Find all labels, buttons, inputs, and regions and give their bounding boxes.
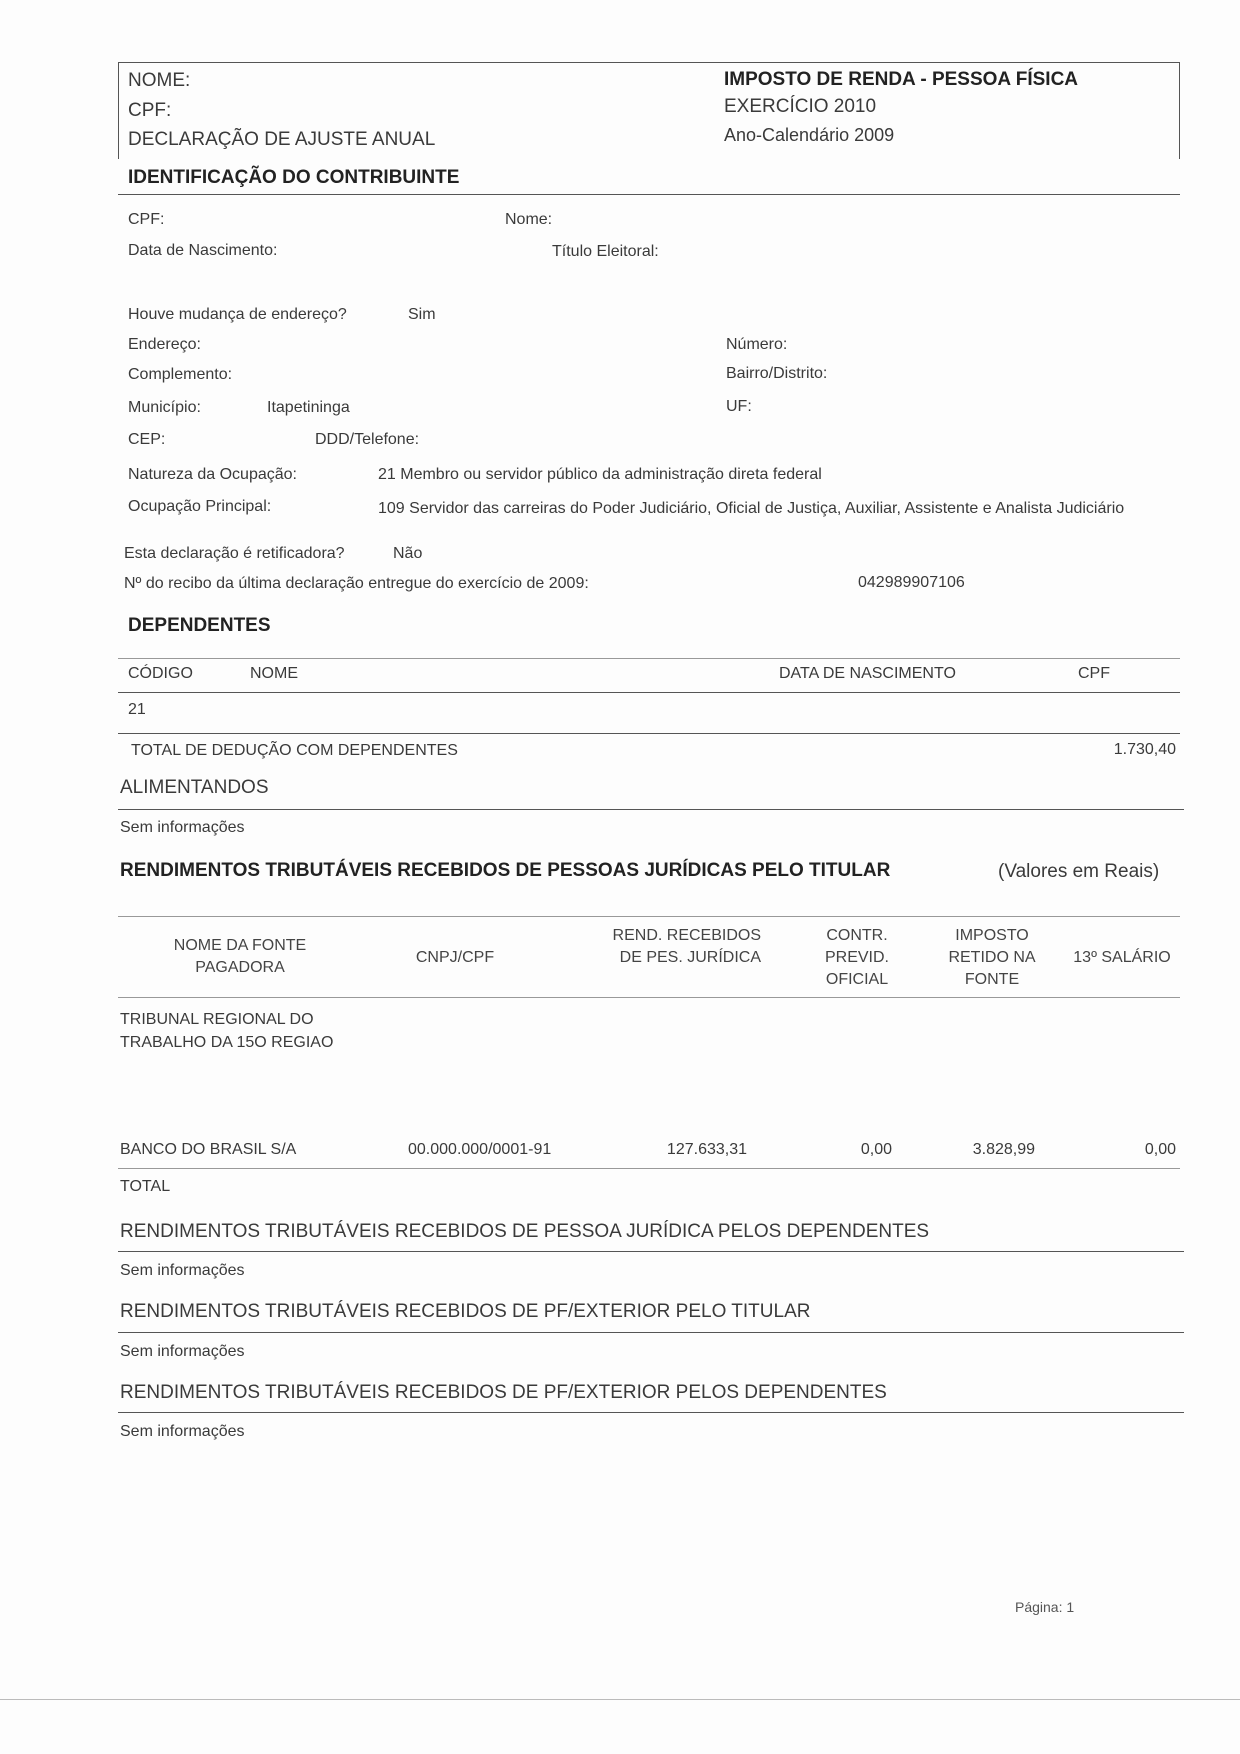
header-exercicio: EXERCÍCIO 2010 [724, 96, 877, 117]
col-imposto-retido: IMPOSTO RETIDO NA FONTE [948, 927, 1036, 988]
complemento-label: Complemento: [128, 366, 233, 383]
municipio-label: Município: [128, 399, 201, 416]
dependentes-col-cpf: CPF [1078, 665, 1110, 682]
nascimento-label: Data de Nascimento: [128, 242, 278, 259]
total-deducao-value: 1.730,40 [1113, 741, 1176, 758]
dependentes-col-nascimento: DATA DE NASCIMENTO [779, 665, 956, 682]
row-imposto: 3.828,99 [972, 1141, 1035, 1158]
divider [118, 1412, 1184, 1413]
endereco-label: Endereço: [128, 336, 201, 353]
bairro-label: Bairro/Distrito: [726, 365, 828, 382]
cep-label: CEP: [128, 431, 166, 448]
divider [118, 997, 1180, 998]
header-ano-calendario: Ano-Calendário 2009 [724, 125, 895, 145]
cpf-label: CPF: [128, 211, 165, 228]
mudanca-endereco-label: Houve mudança de endereço? [128, 306, 347, 323]
col-13-salario: 13º SALÁRIO [1073, 949, 1171, 966]
divider [118, 1251, 1184, 1252]
header-nome-label: NOME: [128, 70, 191, 91]
telefone-label: DDD/Telefone: [315, 431, 420, 448]
total-deducao-label: TOTAL DE DEDUÇÃO COM DEPENDENTES [131, 742, 458, 759]
dependente-row-codigo: 21 [128, 701, 146, 718]
divider [118, 658, 1180, 659]
header-cpf-label: CPF: [128, 100, 172, 121]
row-contr: 0,00 [860, 1141, 892, 1158]
mudanca-endereco-value: Sim [408, 306, 436, 323]
col-fonte-pagadora: NOME DA FONTE PAGADORA [173, 937, 307, 976]
dependentes-title: DEPENDENTES [128, 615, 271, 636]
titulo-eleitoral-label: Título Eleitoral: [552, 243, 659, 260]
header-declaracao: DECLARAÇÃO DE AJUSTE ANUAL [128, 129, 436, 150]
total-label: TOTAL [120, 1178, 171, 1195]
row-fonte: TRIBUNAL REGIONAL DO TRABALHO DA 15O REGIAO [120, 1011, 334, 1051]
rend-pj-dependentes-title: RENDIMENTOS TRIBUTÁVEIS RECEBIDOS DE PESSOA JURÍDICA PELOS DEPENDENTES [120, 1221, 930, 1242]
identificacao-title: IDENTIFICAÇÃO DO CONTRIBUINTE [128, 167, 460, 188]
dependentes-col-nome: NOME [250, 665, 298, 682]
divider [118, 692, 1180, 693]
numero-label: Número: [726, 336, 788, 353]
alimentandos-title: ALIMENTANDOS [120, 777, 269, 798]
natureza-ocupacao-value: 21 Membro ou servidor público da administração direta federal [378, 466, 822, 483]
page-number: Página: 1 [1015, 1599, 1075, 1615]
rend-pf-titular-info: Sem informações [120, 1343, 245, 1360]
row-fonte: BANCO DO BRASIL S/A [120, 1141, 297, 1158]
dependentes-col-codigo: CÓDIGO [128, 665, 193, 682]
recibo-label: Nº do recibo da última declaração entregue do exercício de 2009: [124, 575, 589, 592]
col-contr-previd: CONTR. PREVID. OFICIAL [824, 927, 889, 988]
rendimentos-pj-title: RENDIMENTOS TRIBUTÁVEIS RECEBIDOS DE PESSOAS JURÍDICAS PELO TITULAR [120, 860, 891, 881]
rend-pj-dependentes-info: Sem informações [120, 1262, 245, 1279]
alimentandos-info: Sem informações [120, 819, 245, 836]
row-13: 0,00 [1144, 1141, 1176, 1158]
uf-label: UF: [726, 398, 752, 415]
col-rend-recebidos: REND. RECEBIDOS DE PES. JURÍDICA [612, 927, 761, 966]
retificadora-label: Esta declaração é retificadora? [124, 545, 345, 562]
divider [118, 194, 1180, 195]
footer-divider [0, 1699, 1240, 1700]
row-cnpj: 00.000.000/0001-91 [408, 1141, 552, 1158]
divider [118, 1168, 1180, 1169]
valores-note: (Valores em Reais) [998, 861, 1160, 882]
ocupacao-principal-value: 109 Servidor das carreiras do Poder Judiciário, Oficial de Justiça, Auxiliar, Assistente e Analista Judiciário [378, 500, 1125, 517]
nome-label: Nome: [505, 211, 553, 228]
divider [118, 1332, 1184, 1333]
rend-pf-titular-title: RENDIMENTOS TRIBUTÁVEIS RECEBIDOS DE PF/EXTERIOR PELO TITULAR [120, 1301, 811, 1322]
divider [118, 733, 1180, 734]
header-title: IMPOSTO DE RENDA - PESSOA FÍSICA [724, 69, 1079, 90]
recibo-value: 042989907106 [858, 574, 965, 591]
retificadora-value: Não [393, 545, 423, 562]
natureza-ocupacao-label: Natureza da Ocupação: [128, 466, 297, 483]
rend-pf-dependentes-info: Sem informações [120, 1423, 245, 1440]
divider [118, 809, 1184, 810]
row-rend: 127.633,31 [666, 1141, 747, 1158]
rend-pf-dependentes-title: RENDIMENTOS TRIBUTÁVEIS RECEBIDOS DE PF/EXTERIOR PELOS DEPENDENTES [120, 1382, 887, 1403]
ocupacao-principal-label: Ocupação Principal: [128, 498, 272, 515]
divider [118, 916, 1180, 917]
municipio-value: Itapetininga [267, 399, 350, 416]
col-cnpj: CNPJ/CPF [415, 949, 495, 966]
